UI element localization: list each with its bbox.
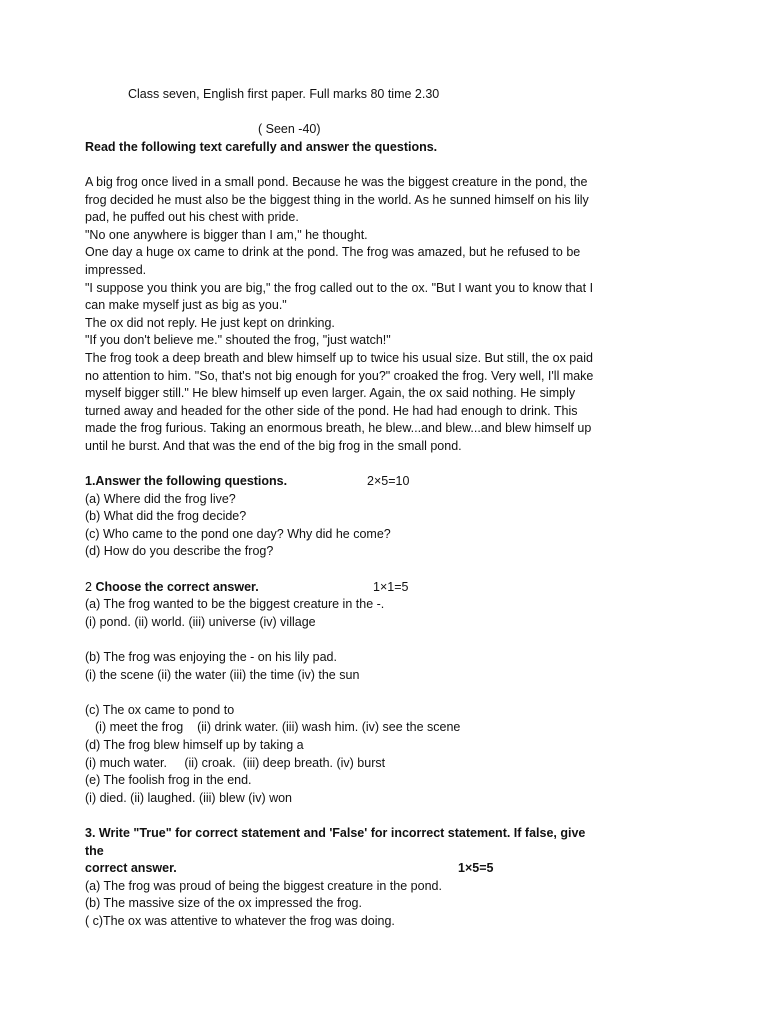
passage-line: "I suppose you think you are big," the frog called out to the ox. "But I want you to know that I	[85, 280, 594, 295]
question-2	[85, 579, 625, 808]
q3-item: ( c)The ox was attentive to whatever the frog was doing.	[85, 913, 395, 928]
class-line: Class seven, English first paper. Full marks 80 time 2.30	[128, 87, 440, 101]
passage-line: One day a huge ox came to drink at the pond. The frog was amazed, but he refused to be	[85, 245, 581, 260]
passage-line: until he burst. And that was the end of the big frog in the small pond.	[85, 438, 462, 453]
q3-heading-row	[85, 860, 625, 878]
q2-heading: Choose the correct answer.	[95, 579, 259, 594]
q2-number: 2	[85, 579, 96, 594]
passage-line: "If you don't believe me." shouted the frog, "just watch!"	[85, 333, 391, 348]
passage-line: The ox did not reply. He just kept on drinking.	[85, 315, 335, 330]
passage-line: "No one anywhere is bigger than I am," he thought.	[85, 227, 368, 242]
q3-heading-line: 3. Write "True" for correct statement and 'False' for incorrect statement. If false, give	[85, 825, 586, 840]
passage-line: can make myself just as big as you."	[85, 298, 287, 313]
q2-e-question: (e) The foolish frog in the end.	[85, 773, 252, 788]
q3-heading-line: the	[85, 843, 104, 858]
question-3	[85, 825, 625, 931]
q1-item: (d) How do you describe the frog?	[85, 544, 274, 559]
q2-c-options: (i) meet the frog (ii) drink water. (iii) wash him. (iv) see the scene	[95, 720, 461, 735]
passage-line: The frog took a deep breath and blew himself up to twice his usual size. But still, the ox paid	[85, 350, 593, 365]
exam-page	[85, 86, 625, 931]
q1-item: (b) What did the frog decide?	[85, 509, 247, 524]
passage-line: made the frog furious. Taking an enormous breath, he blew...and blew...and blew himself up	[85, 421, 592, 436]
instruction: Read the following text carefully and answer the questions.	[85, 139, 438, 154]
q3-marks: 1×5=5	[458, 861, 494, 876]
passage-line: frog decided he must also be the biggest thing in the world. As he sunned himself on his lily	[85, 192, 589, 207]
passage-line: no attention to him. "So, that's not big enough for you?" croaked the frog. Very well, I'll make	[85, 368, 594, 383]
q3-item: (b) The massive size of the ox impressed the frog.	[85, 896, 362, 911]
q2-c-question: (c) The ox came to pond to	[85, 702, 235, 717]
q1-heading: 1.Answer the following questions.	[85, 474, 288, 489]
passage-line: pad, he puffed out his chest with pride.	[85, 210, 299, 225]
q1-item: (c) Who came to the pond one day? Why did he come?	[85, 526, 391, 541]
q3-item: (a) The frog was proud of being the biggest creature in the pond.	[85, 878, 442, 893]
q2-heading-row	[85, 579, 625, 597]
passage-line: myself bigger still." He blew himself up even larger. Again, the ox said nothing. He simply	[85, 386, 576, 401]
q2-b-question: (b) The frog was enjoying the - on his lily pad.	[85, 650, 337, 664]
q2-marks: 1×1=5	[373, 579, 409, 594]
q2-b-options: (i) the scene (ii) the water (iii) the time (iv) the sun	[85, 667, 360, 682]
question-1	[85, 473, 625, 561]
q1-marks: 2×5=10	[367, 474, 410, 489]
q2-d-options: (i) much water. (ii) croak. (iii) deep breath. (iv) burst	[85, 755, 386, 770]
passage-line: impressed.	[85, 262, 147, 277]
q2-d-question: (d) The frog blew himself up by taking a	[85, 737, 304, 752]
passage-line: A big frog once lived in a small pond. Because he was the biggest creature in the pond, the	[85, 174, 588, 189]
q2-a-question: (a) The frog wanted to be the biggest creature in the -.	[85, 597, 385, 612]
passage-line: turned away and headed for the other side of the pond. He had had enough to drink. This	[85, 403, 578, 418]
q1-heading-row	[85, 473, 625, 491]
q2-e-options: (i) died. (ii) laughed. (iii) blew (iv) won	[85, 790, 293, 805]
seen-marks: ( Seen -40)	[258, 122, 321, 137]
q1-item: (a) Where did the frog live?	[85, 491, 236, 506]
q2-a-options: (i) pond. (ii) world. (iii) universe (iv) village	[85, 614, 316, 629]
q3-heading-line: correct answer.	[85, 861, 177, 876]
passage	[85, 174, 625, 456]
